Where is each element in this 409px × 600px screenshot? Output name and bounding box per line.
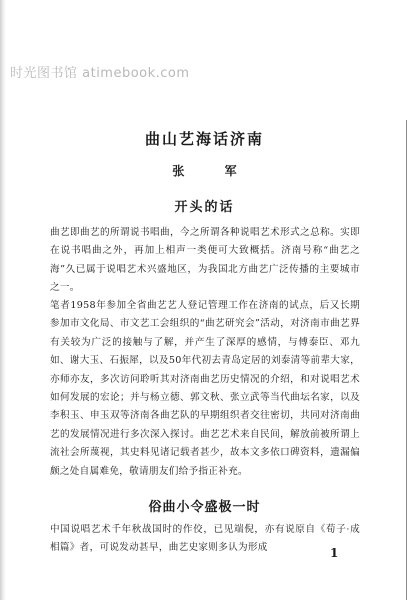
page-edge-line bbox=[406, 120, 407, 600]
section-heading-folk-songs: 俗曲小令盛极一时 bbox=[148, 500, 261, 515]
author-name: 张 军 bbox=[172, 164, 255, 178]
section-heading-intro: 开头的话 bbox=[174, 200, 235, 215]
watermark: 时光图书馆 atimebook.com bbox=[10, 66, 190, 81]
paragraph-1: 曲艺即曲艺的所谓说书唱曲，今之所谓各种说唱艺术形式之总称。实即在说书唱曲之外，再加上相声一类便可大致概括。济南号称“曲艺之海”久已属于说唱艺术兴盛地区，为我国北方曲艺广泛传播的主要城市之一。 bbox=[50, 227, 360, 294]
page-number: 1 bbox=[330, 546, 339, 560]
paragraph-3: 中国说唱艺术千年秋战国时的作佼，已见端倪，亦有说原自《荀子·成相篇》者，可说发动甚早，曲艺史家则多认为形成 bbox=[50, 524, 360, 554]
paragraph-2: 笔者1958年参加全省曲艺艺人登记管理工作在济南的试点，后又长期参加市文化局、市文艺工会组织的“曲艺研究会”活动，对济南市曲艺界有关较为广泛的接触与了解，并产生了深厚的感情，与傅泰臣、邓九如、谢大玉、石振犀，以及50年代初去青岛定居的刘泰清等前辈大家，亦师亦友，多次访问聆听其对济南曲艺历史情况的介绍，和对说唱艺术如何发展的宏论；并与杨立德、郭文秋、张立武等当代曲坛名家，以及李积玉、申玉双等济南各曲艺队的早期组织者交往密切，共同对济南曲艺的发展情况进行多次深入探讨。曲艺艺术来自民间，解放前被所谓上流社会所蔑视，其史料见诸记载者甚少，故本文多依口碑资料，遗漏偏颇之处自属难免，敬请朋友们给予指正补充。 bbox=[50, 300, 360, 477]
article-title: 曲山艺海话济南 bbox=[144, 130, 264, 148]
